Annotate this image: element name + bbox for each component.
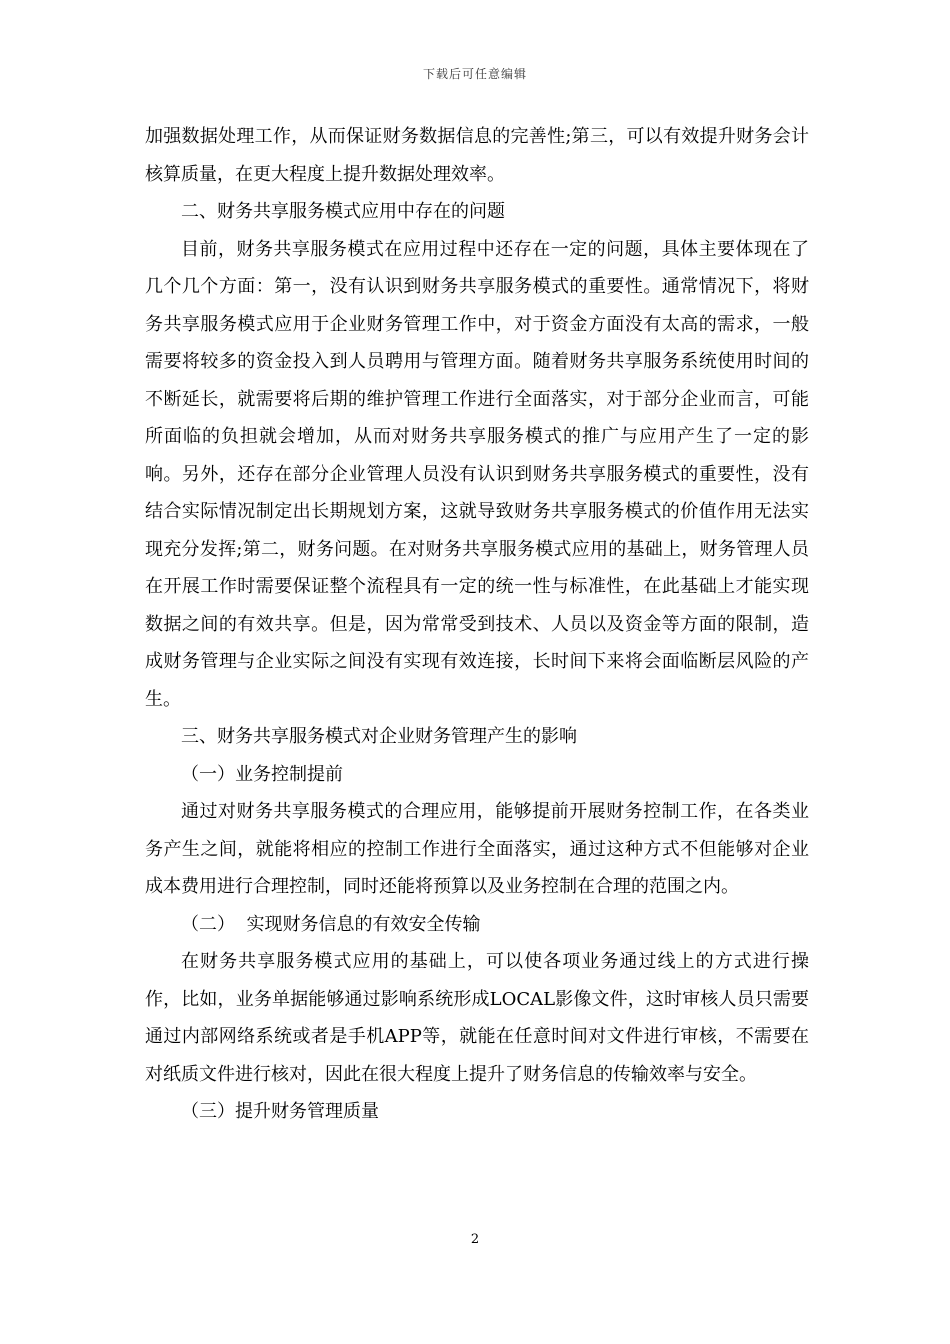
subsection-heading-2: （二） 实现财务信息的有效安全传输 (181, 913, 481, 935)
page-content (145, 118, 809, 1131)
paragraph-3: 通过对财务共享服务模式的合理应用，能够提前开展财务控制工作，在各类业务产生之间，就能将相应的控制工作进行全面落实，通过这种方式不但能够对企业成本费用进行合理控制，同时还能将预算以及业务控制在合理的范围之内。 (145, 801, 809, 897)
paragraph-1: 加强数据处理工作，从而保证财务数据信息的完善性;第三，可以有效提升财务会计核算质量，在更大程度上提升数据处理效率。 (145, 126, 809, 185)
paragraph-2: 目前，财务共享服务模式在应用过程中还存在一定的问题，具体主要体现在了几个几个方面：第一，没有认识到财务共享服务模式的重要性。通常情况下，将财务共享服务模式应用于企业财务管理工作中，对于资金方面没有太高的需求，一般需要将较多的资金投入到人员聘用与管理方面。随着财务共享服务系统使用时间的不断延长，就需要将后期的维护管理工作进行全面落实，对于部分企业而言，可能所面临的负担就会增加，从而对财务共享服务模式的推广与应用产生了一定的影响。另外，还存在部分企业管理人员没有认识到财务共享服务模式的重要性，没有结合实际情况制定出长期规划方案，这就导致财务共享服务模式的价值作用无法实现充分发挥;第二，财务问题。在对财务共享服务模式应用的基础上，财务管理人员在开展工作时需要保证整个流程具有一定的统一性与标准性，在此基础上才能实现数据之间的有效共享。但是，因为常常受到技术、人员以及资金等方面的限制，造成财务管理与企业实际之间没有实现有效连接，长时间下来将会面临断层风险的产生。 (145, 238, 809, 710)
subsection-heading-3: （三）提升财务管理质量 (181, 1101, 379, 1122)
subsection-heading-1: （一）业务控制提前 (181, 763, 343, 785)
section-heading-3: 三、财务共享服务模式对企业财务管理产生的影响 (181, 726, 577, 747)
page-number: 2 (470, 1232, 480, 1247)
page-header: 下载后可任意编辑 (422, 67, 527, 81)
paragraph-4: 在财务共享服务模式应用的基础上，可以使各项业务通过线上的方式进行操作，比如，业务单据能够通过影响系统形成LOCAL影像文件，这时审核人员只需要通过内部网络系统或者是手机APP等，就能在任意时间对文件进行审核，不需要在对纸质文件进行核对，因此在很大程度上提升了财务信息的传输效率与安全。 (145, 951, 809, 1085)
section-heading-2: 二、财务共享服务模式应用中存在的问题 (181, 201, 505, 222)
